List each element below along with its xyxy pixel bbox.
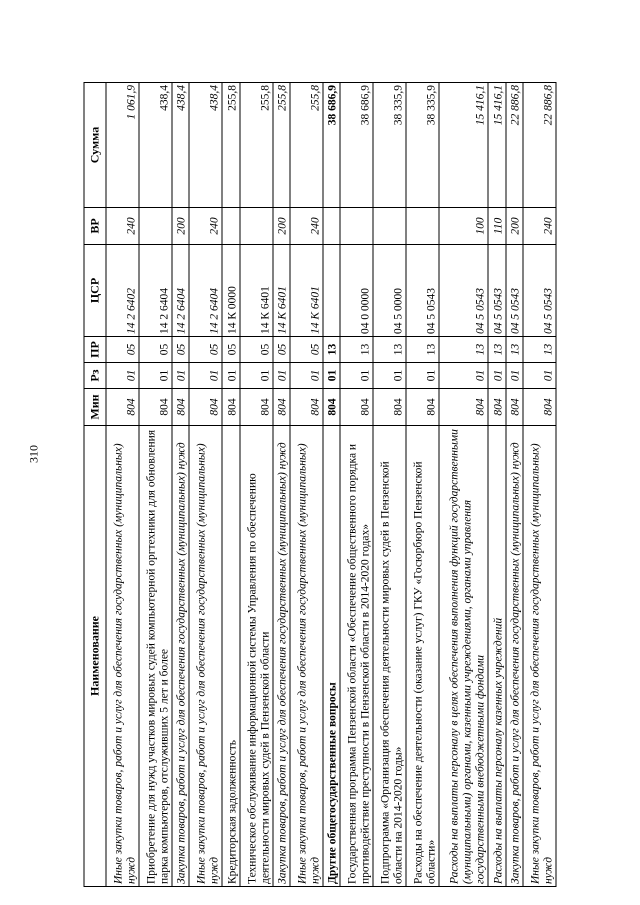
cell-csr: 14 2 6402: [106, 245, 139, 337]
cell-pr: 05: [172, 337, 189, 363]
cell-csr: 14 2 6404: [139, 245, 172, 337]
cell-min: 804: [222, 389, 239, 426]
cell-name: Кредиторская задолженность: [222, 426, 239, 887]
table-row: [240, 83, 273, 887]
table-row: [106, 83, 139, 887]
cell-sum: 255,8: [222, 83, 239, 208]
cell-min: 804: [290, 389, 323, 426]
cell-sum: 255,8: [240, 83, 273, 208]
cell-pr: 05: [106, 337, 139, 363]
budget-table-container: [84, 83, 557, 887]
cell-vr: 240: [290, 208, 323, 245]
header-pr: ПР: [84, 337, 106, 363]
cell-vr: [323, 208, 340, 245]
cell-name: Расходы на обеспечение деятельности (оказание услуг) ГКУ «Госюрбюро Пензенской области»: [406, 426, 439, 887]
table-row: [406, 83, 439, 887]
cell-name: Техническое обслуживание информационной системы Управления по обеспечению деятельности мировых судей в Пензенской области: [240, 426, 273, 887]
cell-sum: 438,4: [189, 83, 222, 208]
cell-name: Иные закупки товаров, работ и услуг для обеспечения государственных (муниципальных) нужд: [290, 426, 323, 887]
cell-sum: 22 886,8: [506, 83, 523, 208]
cell-name: Расходы на выплаты персоналу казенных учреждений: [488, 426, 505, 887]
cell-pr: 13: [340, 337, 373, 363]
table-row: [506, 83, 523, 887]
table-row: [523, 83, 556, 887]
cell-vr: 240: [106, 208, 139, 245]
cell-name: Закупка товаров, работ и услуг для обеспечения государственных (муниципальных) нужд: [273, 426, 290, 887]
header-csr: ЦСР: [84, 245, 106, 337]
cell-rz: 01: [139, 363, 172, 389]
page-number: 310: [26, 445, 41, 463]
cell-csr: 04 5 0000: [373, 245, 406, 337]
cell-min: 804: [106, 389, 139, 426]
cell-pr: 05: [222, 337, 239, 363]
cell-csr: 04 5 0543: [488, 245, 505, 337]
cell-pr: 13: [323, 337, 340, 363]
cell-pr: 13: [439, 337, 488, 363]
table-body: [106, 83, 556, 887]
cell-min: 804: [340, 389, 373, 426]
cell-name: Подпрограмма «Организация обеспечения деятельности мировых судей в Пензенской области на 2014-2020 годы»: [373, 426, 406, 887]
cell-vr: 200: [506, 208, 523, 245]
cell-csr: 14 2 6404: [172, 245, 189, 337]
cell-csr: 14 К 6401: [240, 245, 273, 337]
table-row: [340, 83, 373, 887]
cell-min: 804: [273, 389, 290, 426]
cell-rz: 01: [488, 363, 505, 389]
cell-rz: 01: [106, 363, 139, 389]
cell-sum: 438,4: [172, 83, 189, 208]
cell-name: Закупка товаров, работ и услуг для обеспечения государственных (муниципальных) нужд: [506, 426, 523, 887]
cell-csr: 04 5 0543: [439, 245, 488, 337]
cell-sum: 255,8: [273, 83, 290, 208]
header-sum: Сумма: [84, 83, 106, 208]
cell-csr: 04 5 0543: [506, 245, 523, 337]
cell-min: 804: [439, 389, 488, 426]
cell-sum: 255,8: [290, 83, 323, 208]
cell-csr: 14 К 6401: [273, 245, 290, 337]
cell-name: Расходы на выплаты персоналу в целях обеспечения выполнения функций государственными (муниципальными) органами, казенными учреждениями, органами управления государственными внебюджетными фондами: [439, 426, 488, 887]
cell-vr: [373, 208, 406, 245]
cell-sum: 15 416,1: [439, 83, 488, 208]
cell-min: 804: [523, 389, 556, 426]
cell-rz: 01: [506, 363, 523, 389]
cell-sum: 38 686,9: [323, 83, 340, 208]
cell-rz: 01: [222, 363, 239, 389]
cell-pr: 05: [240, 337, 273, 363]
cell-rz: 01: [373, 363, 406, 389]
header-rz: Рз: [84, 363, 106, 389]
cell-pr: 13: [506, 337, 523, 363]
cell-sum: 1 061,9: [106, 83, 139, 208]
cell-rz: 01: [406, 363, 439, 389]
cell-pr: 05: [139, 337, 172, 363]
table-row: [373, 83, 406, 887]
table-row: [273, 83, 290, 887]
cell-csr: 04 0 0000: [340, 245, 373, 337]
table-row: [439, 83, 488, 887]
cell-rz: 01: [273, 363, 290, 389]
cell-csr: 04 5 0543: [406, 245, 439, 337]
header-vr: ВР: [84, 208, 106, 245]
cell-sum: 38 335,9: [406, 83, 439, 208]
cell-min: 804: [323, 389, 340, 426]
cell-vr: 240: [189, 208, 222, 245]
cell-csr: 04 5 0543: [523, 245, 556, 337]
cell-vr: 240: [523, 208, 556, 245]
cell-min: 804: [506, 389, 523, 426]
cell-csr: [323, 245, 340, 337]
cell-rz: 01: [172, 363, 189, 389]
budget-table: [84, 82, 557, 887]
cell-pr: 13: [406, 337, 439, 363]
cell-name: Иные закупки товаров, работ и услуг для обеспечения государственных (муниципальных) нужд: [523, 426, 556, 887]
cell-vr: [340, 208, 373, 245]
cell-vr: 100: [439, 208, 488, 245]
cell-min: 804: [240, 389, 273, 426]
cell-name: Иные закупки товаров, работ и услуг для обеспечения государственных (муниципальных) нужд: [106, 426, 139, 887]
cell-name: Государственная программа Пензенской области «Обеспечение общественного порядка и противодействие преступности в Пензенской области в 2014-2020 годах»: [340, 426, 373, 887]
cell-rz: 01: [340, 363, 373, 389]
cell-rz: 01: [523, 363, 556, 389]
cell-pr: 05: [290, 337, 323, 363]
cell-vr: 200: [172, 208, 189, 245]
cell-pr: 13: [523, 337, 556, 363]
table-row: [290, 83, 323, 887]
cell-min: 804: [172, 389, 189, 426]
cell-vr: [240, 208, 273, 245]
table-row: [189, 83, 222, 887]
cell-pr: 13: [373, 337, 406, 363]
cell-sum: 22 886,8: [523, 83, 556, 208]
cell-csr: 14 К 6401: [290, 245, 323, 337]
cell-min: 804: [189, 389, 222, 426]
cell-min: 804: [373, 389, 406, 426]
cell-vr: 110: [488, 208, 505, 245]
cell-rz: 01: [323, 363, 340, 389]
cell-rz: 01: [189, 363, 222, 389]
cell-name: Закупка товаров, работ и услуг для обеспечения государственных (муниципальных) нужд: [172, 426, 189, 887]
cell-rz: 01: [240, 363, 273, 389]
table-row: [323, 83, 340, 887]
cell-vr: [406, 208, 439, 245]
cell-name: Иные закупки товаров, работ и услуг для обеспечения государственных (муниципальных) нужд: [189, 426, 222, 887]
cell-pr: 13: [488, 337, 505, 363]
header-min: Мин: [84, 389, 106, 426]
cell-csr: 14 К 0000: [222, 245, 239, 337]
table-row: [488, 83, 505, 887]
cell-sum: 38 686,9: [340, 83, 373, 208]
cell-min: 804: [406, 389, 439, 426]
cell-vr: 200: [273, 208, 290, 245]
cell-name: Другие общегосударственные вопросы: [323, 426, 340, 887]
table-row: [222, 83, 239, 887]
table-header-row: [84, 83, 106, 887]
cell-vr: [139, 208, 172, 245]
table-row: [172, 83, 189, 887]
cell-name: Приобретение для нужд участков мировых судей компьютерной оргтехники для обновления парка компьютеров, отслуживших 5 лет и более: [139, 426, 172, 887]
cell-csr: 14 2 6404: [189, 245, 222, 337]
cell-rz: 01: [439, 363, 488, 389]
cell-sum: 438,4: [139, 83, 172, 208]
cell-rz: 01: [290, 363, 323, 389]
cell-vr: [222, 208, 239, 245]
cell-sum: 15 416,1: [488, 83, 505, 208]
cell-sum: 38 335,9: [373, 83, 406, 208]
cell-pr: 05: [189, 337, 222, 363]
cell-min: 804: [488, 389, 505, 426]
cell-min: 804: [139, 389, 172, 426]
cell-pr: 05: [273, 337, 290, 363]
header-name: Наименование: [84, 426, 106, 887]
table-row: [139, 83, 172, 887]
